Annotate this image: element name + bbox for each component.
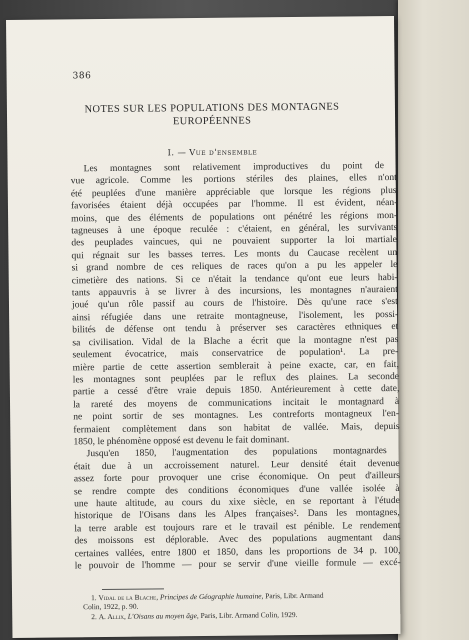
body-line: des peuplades vaincues, qui ne pouvaient supporter la loi martiale <box>71 234 397 249</box>
body-line: Les montagnes sont relativement improductives du point de <box>83 160 385 175</box>
title-line: NOTES SUR LES POPULATIONS DES MONTAGNES <box>84 101 340 116</box>
footnote-1-continuation: Colin, 1922, p. 90. <box>83 602 139 612</box>
section-heading <box>47 145 377 158</box>
body-line: sa civilisation. Vidal de la Blache a écrit que la montagne n'est pas <box>72 333 399 349</box>
body-line: ainsi réfugiée dans une retraite montagneuse, l'isolement, les possi- <box>72 308 399 324</box>
section-number: I. — <box>167 147 187 158</box>
body-line: partie a cessé d'être vraie depuis 1850. Antérieurement à cette date, <box>72 383 400 398</box>
body-line: une haute altitude, au cours du xixe siècle, en se reportant à l'étude <box>74 494 400 510</box>
body-text <box>71 160 401 573</box>
body-line: la terre arable est toujours rare et le travail est pénible. Le rendement <box>74 519 401 535</box>
footnote-1: 1. Vidal de la Blache, Principes de Géographie humaine, Paris, Libr. Armand <box>91 590 324 603</box>
body-line: été peuplées d'une manière appréciable que lorsque les régions plus <box>70 184 397 200</box>
body-line: des moissons est déplorable. Avec des populations augmentant dans <box>74 532 401 547</box>
title-line: EUROPÉENNES <box>172 115 252 128</box>
body-line: Jusqu'en 1850, l'augmentation des populations montagnardes <box>86 445 387 460</box>
body-line: joué qu'un rôle passif au cours de l'histoire. Dès qu'une race s'est <box>71 296 398 311</box>
body-line: les montagnes sont peuplées par le reflux des plaines. La seconde <box>72 370 400 386</box>
adjacent-page-edge <box>398 0 469 640</box>
body-line: vue agricole. Comme les portions stériles des plaines, elles n'ont <box>70 172 397 187</box>
body-line: tagneuses à une époque reculée : c'étaient, en général, les survivants <box>71 221 398 237</box>
body-line: 1850, le phénomène opposé est devenu le fait dominant. <box>73 434 290 448</box>
body-line: seulement évocatrice, mais conservatrice de population¹. La pre- <box>72 346 399 361</box>
body-line: favorisées étaient déjà occupées par l'homme. Il est évident, néan- <box>70 197 398 212</box>
body-line: moins, que des éléments de populations ont pénétré les régions mon- <box>71 209 398 224</box>
footnote-separator <box>102 588 164 590</box>
body-line: la rareté des moyens de communications incitait le montagnard à <box>72 395 400 411</box>
footnote-2: 2. A. Allix, L'Oisans au moyen âge, Paris, Libr. Armand Colin, 1929. <box>91 609 298 621</box>
document-page <box>6 16 400 638</box>
body-line: bilités de défense ont tendu à préserver ses caractères ethniques et <box>72 321 399 336</box>
article-title <box>47 100 377 129</box>
body-line: fermaient complètement dans son habitat de vallée. Mais, depuis <box>73 420 400 435</box>
body-line: tants appauvris à se livrer à des incursions, les montagnes n'auraient <box>71 284 398 299</box>
body-line: assez forte pour provoquer une crise économique. On peut d'ailleurs <box>73 470 401 485</box>
section-title: Vue d'ensemble <box>189 146 258 158</box>
body-line: historique de l'Oisans dans les Alpes françaises². Dans les montagnes, <box>74 507 400 522</box>
page-number: 386 <box>72 71 92 82</box>
body-line: était due à un accroissement naturel. Leur densité était devenue <box>73 457 400 473</box>
body-line: ne point sortir de ses montagnes. Les contreforts montagneux l'en- <box>73 408 400 423</box>
body-line: si grand nombre de ces reliques de races qu'on a pu les appeler le <box>71 259 398 274</box>
body-line: se rendre compte des conditions économiques d'une vallée isolée à <box>73 482 400 497</box>
body-line: cimetière des nations. Si ce n'était la tendance qu'ont eue leurs habi- <box>71 271 398 287</box>
body-line: qui régnait sur les basses terres. Les monts du Caucase recèlent un <box>71 246 398 262</box>
body-line: mière partie de cette assertion semblerait à peine exacte, car, en fait, <box>72 358 399 373</box>
footnotes <box>83 590 399 622</box>
body-line: certaines vallées, entre 1800 et 1850, dans les proportions de 34 p. 100, <box>74 544 401 559</box>
body-line: le pouvoir de l'homme — pour se servir d'une vieille formule — excé- <box>74 556 401 572</box>
